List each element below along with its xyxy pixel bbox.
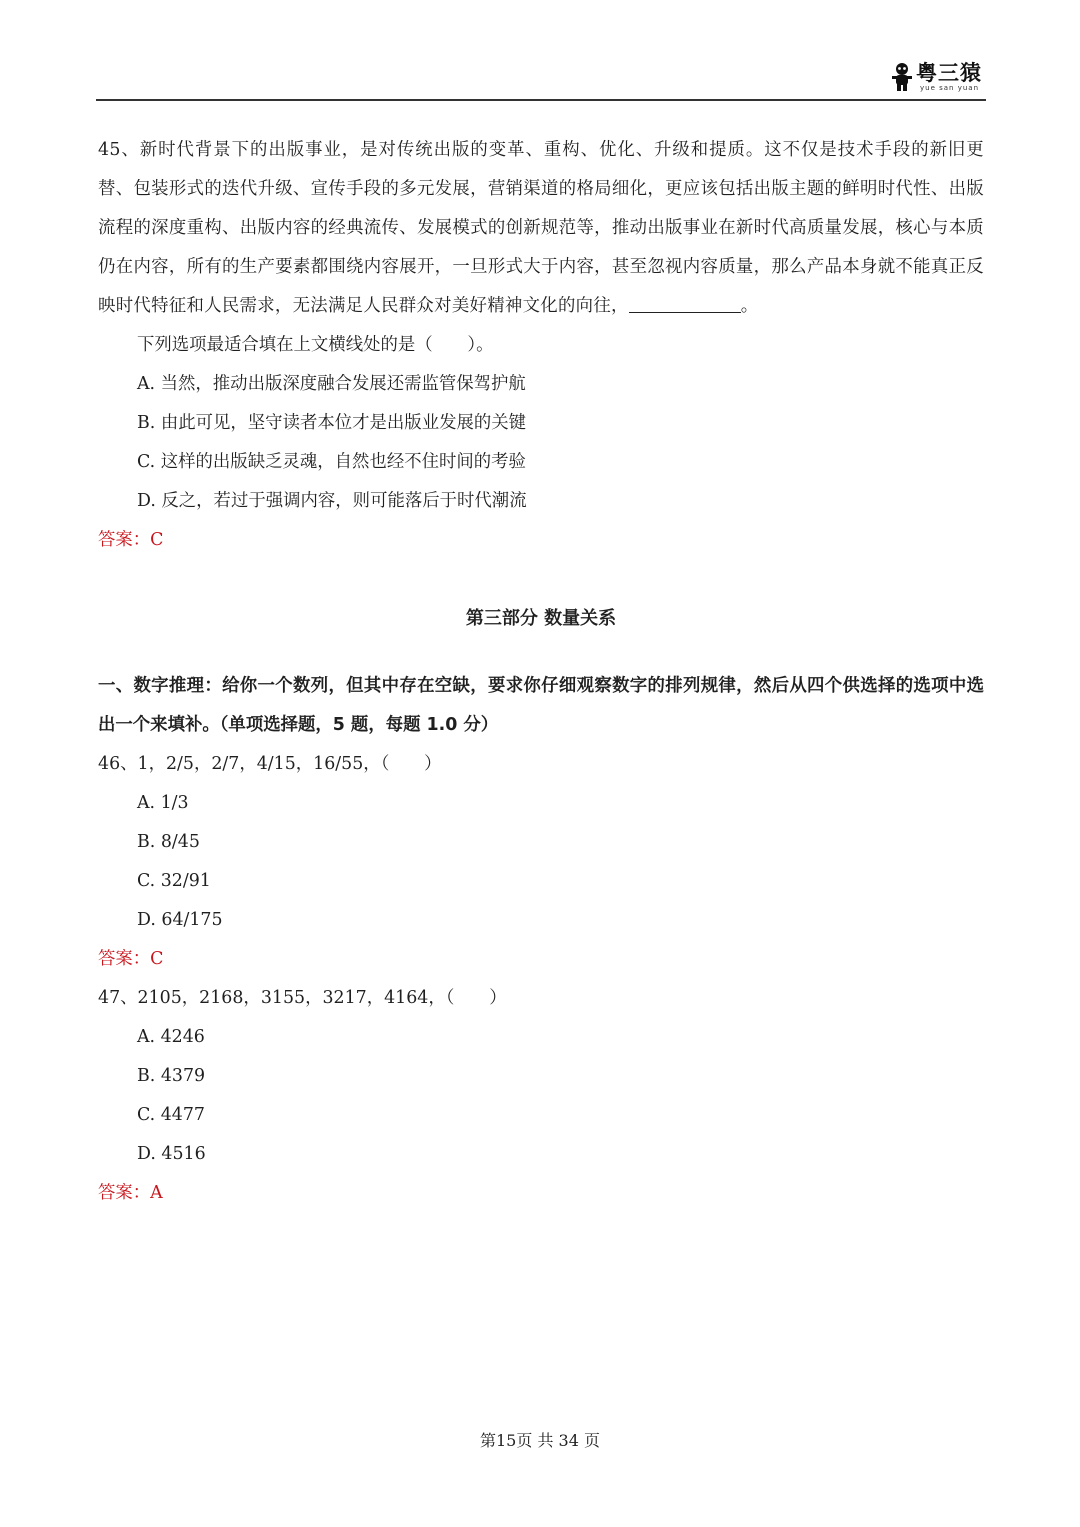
question-45-option-d: D. 反之，若过于强调内容，则可能落后于时代潮流 — [137, 491, 527, 511]
header-divider — [96, 99, 986, 101]
page-content — [98, 131, 984, 1213]
question-46-answer: 答案：C — [98, 949, 164, 969]
question-46-option-d: D. 64/175 — [137, 910, 223, 930]
question-45-stem — [98, 131, 984, 326]
brand-pinyin: yue san yuan — [920, 84, 980, 92]
question-47-option-b: B. 4379 — [137, 1066, 206, 1086]
question-46-option-b: B. 8/45 — [137, 832, 200, 852]
question-45-text: 45、新时代背景下的出版事业，是对传统出版的变革、重构、优化、升级和提质。这不仅是技术手段的新旧更替、包装形式的迭代升级、宣传手段的多元发展，营销渠道的格局细化，更应该包括出版主题的鲜明时代性、出版流程的深度重构、出版内容的经典流传、发展模式的创新规范等，推动出版事业在新时代高质量发展，核心与本质仍在内容，所有的生产要素都围绕内容展开，一旦形式大于内容，甚至忽视内容质量，那么产品本身就不能真正反映时代特征和人民需求，无法满足人民群众对美好精神文化的向往， — [98, 140, 984, 316]
question-45-option-c: C. 这样的出版缺乏灵魂，自然也经不住时间的考验 — [137, 452, 526, 472]
question-46-stem: 46、1，2/5，2/7，4/15，16/55，（ ） — [98, 754, 442, 774]
page-number: 第15页 共 34 页 — [480, 1431, 600, 1450]
section-instruction: 一、数字推理：给你一个数列，但其中存在空缺，要求你仔细观察数字的排列规律，然后从四个供选择的选项中选出一个来填补。（单项选择题，5 题，每题 1.0 分） — [98, 676, 984, 735]
question-47-answer: 答案：A — [98, 1183, 163, 1203]
question-47-stem: 47、2105，2168，3155，3217，4164，（ ） — [98, 988, 507, 1008]
brand-logo — [890, 58, 982, 94]
question-45-text-end: 。 — [740, 296, 759, 316]
question-46-option-c: C. 32/91 — [137, 871, 211, 891]
question-45-prompt: 下列选项最适合填在上文横线处的是（ ）。 — [137, 335, 494, 355]
question-45-option-b: B. 由此可见，坚守读者本位才是出版业发展的关键 — [137, 413, 527, 433]
fill-in-blank — [629, 294, 741, 313]
question-47-option-a: A. 4246 — [137, 1027, 205, 1047]
question-46-option-a: A. 1/3 — [137, 793, 189, 813]
question-45-option-a: A. 当然，推动出版深度融合发展还需监管保驾护航 — [137, 374, 526, 394]
brand-name: 粤三猿 — [916, 61, 982, 85]
section-title: 第三部分 数量关系 — [465, 608, 617, 629]
question-47-option-d: D. 4516 — [137, 1144, 206, 1164]
monkey-mascot-icon — [890, 62, 914, 92]
question-47-option-c: C. 4477 — [137, 1105, 205, 1125]
question-45-answer: 答案：C — [98, 530, 164, 550]
